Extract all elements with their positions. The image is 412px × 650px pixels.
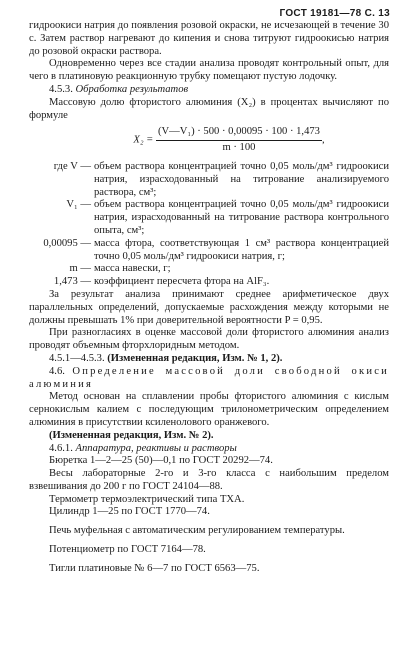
definition-desc: объем раствора концентрацией точно 0,05 моль/дм³ гидроокиси натрия, израсходованный на титрование раствора контрольного опыта, см³; — [94, 199, 389, 236]
definition-term: V₁ — — [66, 199, 91, 211]
paragraph-result: За результат анализа принимают среднее арифметическое двух параллельных определений, допускаемые расхождения между которыми не должны превышать 1% при доверительной вероятности P = 0,95. — [29, 288, 389, 326]
calculation-formula — [69, 126, 389, 155]
equipment-item: Бюретка 1—2—25 (50)—0,1 по ГОСТ 20292—74. — [49, 455, 273, 467]
equipment-item: Тигли платиновые № 6—7 по ГОСТ 6563—75. — [49, 562, 260, 574]
definition-desc: объем раствора концентрацией точно 0,05 моль/дм³ гидроокиси натрия, израсходованный на титрование анализируемого раствора, см³; — [94, 160, 389, 198]
formula-numerator: (V—V₁) · 500 · 0,00095 · 100 · 1,473 — [156, 126, 322, 141]
edition-range: 4.5.1—4.5.3. — [49, 352, 105, 364]
section-4-6-1-heading — [29, 443, 389, 456]
section-title: Определение массовой доли свободной окиси алюминия — [29, 365, 389, 390]
section-4-6-heading — [29, 366, 389, 392]
formula-denominator: m · 100 — [222, 142, 256, 154]
section-title: Аппаратура, реактивы и растворы — [75, 442, 237, 454]
page-header: ГОСТ 19181—78 С. 13 — [279, 8, 390, 19]
section-number: 4.5.3. — [49, 83, 73, 95]
section-title: Обработка результатов — [75, 83, 189, 95]
definition-desc: коэффициент пересчета фтора на AlF₃. — [94, 276, 270, 288]
definition-row — [29, 276, 389, 289]
definition-desc: масса навески, г; — [94, 263, 171, 275]
equipment-item: Термометр термоэлектрический типа ТХА. — [49, 493, 245, 505]
document-body — [29, 20, 389, 576]
definition-row — [29, 161, 389, 199]
definition-term: 0,00095 — — [43, 237, 91, 249]
edition-note-1 — [29, 353, 389, 366]
definition-term: 1,473 — — [53, 276, 91, 288]
definition-row — [29, 199, 389, 237]
section-4-5-3-heading — [29, 84, 389, 97]
edition-text: (Измененная редакция, Изм. № 1, 2). — [107, 352, 283, 364]
formula-definitions — [29, 161, 389, 289]
definition-desc: масса фтора, соответствующая 1 см³ раствора концентрацией точно 0,05 моль/дм³ гидроокиси натрия, г; — [94, 237, 389, 262]
paragraph-control-test: Одновременно через все стадии анализа проводят контрольный опыт, для чего в платиновую реакционную трубку помещают пустую лодочку. — [29, 58, 389, 83]
section-number: 4.6. — [49, 365, 65, 377]
paragraph-disagreement: При разногласиях в оценке массовой доли фтористого алюминия анализ проводят объемным фторхлоридным методом. — [29, 327, 389, 352]
definition-row — [29, 263, 389, 276]
paragraph-formula-intro: Массовую долю фтористого алюминия (X₂) в процентах вычисляют по формуле — [29, 96, 389, 121]
formula-fraction — [156, 126, 322, 155]
paragraph-titration-end: гидроокиси натрия до появления розовой окраски, не исчезающей в течение 30 с. Затем раствор нагревают до кипения и снова титруют гидроокисью натрия до розовой окраски раствора. — [29, 20, 389, 57]
definition-row — [29, 238, 389, 264]
definition-term: где V — — [53, 160, 91, 172]
formula-lhs: X₂ = — [133, 135, 154, 147]
equipment-item: Цилиндр 1—25 по ГОСТ 1770—74. — [49, 506, 210, 518]
paragraph-method: Метод основан на сплавлении пробы фтористого алюминия с кислым сернокислым калием с последующим трилонометрическим определением алюминия в присутствии ксиленолового оранжевого. — [29, 391, 389, 428]
section-number: 4.6.1. — [49, 442, 73, 454]
equipment-item: Потенциометр по ГОСТ 7164—78. — [49, 544, 206, 556]
equipment-item: Весы лабораторные 2-го и 3-го класса с наибольшим пределом взвешивания до 200 г по ГОСТ 24104—88. — [29, 468, 389, 492]
definition-term: m — — [69, 263, 91, 275]
equipment-item: Печь муфельная с автоматическим регулированием температуры. — [49, 525, 345, 537]
formula-tail: , — [321, 135, 325, 147]
edition-note-2: (Измененная редакция, Изм. № 2). — [49, 429, 214, 441]
